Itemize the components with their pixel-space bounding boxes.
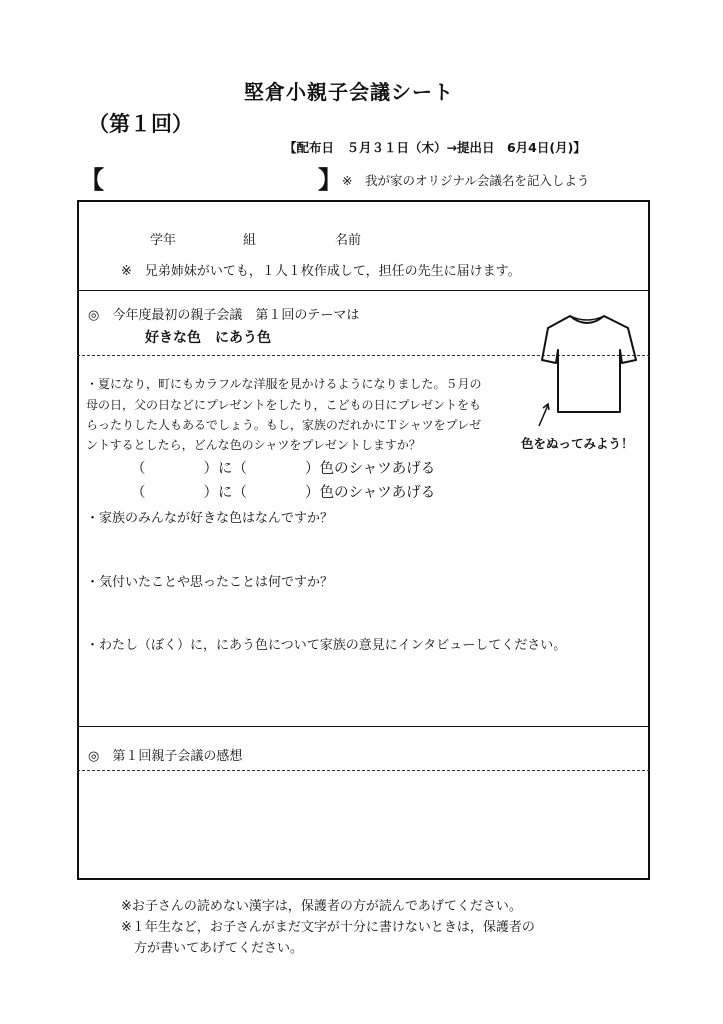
meeting-name-bracket-right: 】	[318, 166, 342, 194]
sheet-title: 堅倉小親子会議シート	[244, 80, 454, 104]
question-1-line-4: ントするとしたら，どんな色のシャツをプレゼントしますか？	[86, 438, 421, 452]
question-3: ・気付いたことや思ったことは何ですか？	[86, 575, 334, 590]
session-number: （第１回）	[88, 112, 193, 136]
class-label: 組	[243, 233, 257, 248]
question-4: ・わたし（ぼく）に，にあう色について家族の意見にインタビューしてください。	[86, 638, 567, 653]
meeting-name-bracket-left: 【	[80, 166, 104, 194]
t-shirt-outline	[536, 308, 640, 416]
impressions-heading: ◎ 第１回親子会議の感想	[88, 749, 243, 764]
question-2: ・家族のみんなが好きな色はなんですか？	[86, 511, 334, 526]
fill-line-1: （ ）に（ ）色のシャツあげる	[131, 461, 436, 477]
theme-title: 好きな色 にあう色	[145, 330, 271, 346]
grade-label: 学年	[150, 233, 177, 248]
divider-impressions	[77, 726, 650, 727]
distribution-dates: 【配布日 ５月３１日（木）→提出日 6月4日(月)】	[284, 140, 586, 155]
sheet-frame	[77, 200, 650, 880]
divider-impressions-dashed	[77, 770, 650, 771]
footnote-1: ※お子さんの読めない漢字は，保護者の方が読んであげてください。	[121, 899, 522, 914]
meeting-name-note: ※ 我が家のオリジナル会議名を記入しよう	[342, 173, 590, 188]
sibling-note: ※ 兄弟姉妹がいても，１人１枚作成して，担任の先生に届けます。	[121, 264, 521, 279]
question-1-line-3: らったりした人もあるでしょう。もし，家族のだれかにＴシャツをプレゼ	[86, 418, 482, 432]
fill-line-2: （ ）に（ ）色のシャツあげる	[131, 485, 436, 501]
question-1-line-2: 母の日，父の日などにプレゼントをしたり，こどもの日にプレゼントをも	[86, 398, 482, 412]
shirt-caption: 色をぬってみよう！	[521, 436, 634, 451]
name-label: 名前	[335, 233, 362, 248]
footnote-3: 方が書いてあげてください。	[121, 941, 304, 956]
footnote-2: ※１年生など，お子さんがまだ文字が十分に書けないときは，保護者の	[121, 920, 535, 935]
question-1-line-1: ・夏になり，町にもカラフルな洋服を見かけるようになりました。５月の	[86, 377, 482, 391]
theme-intro: ◎ 今年度最初の親子会議 第１回のテーマは	[88, 308, 360, 323]
divider-info	[77, 290, 650, 291]
arrow-icon	[536, 402, 552, 428]
